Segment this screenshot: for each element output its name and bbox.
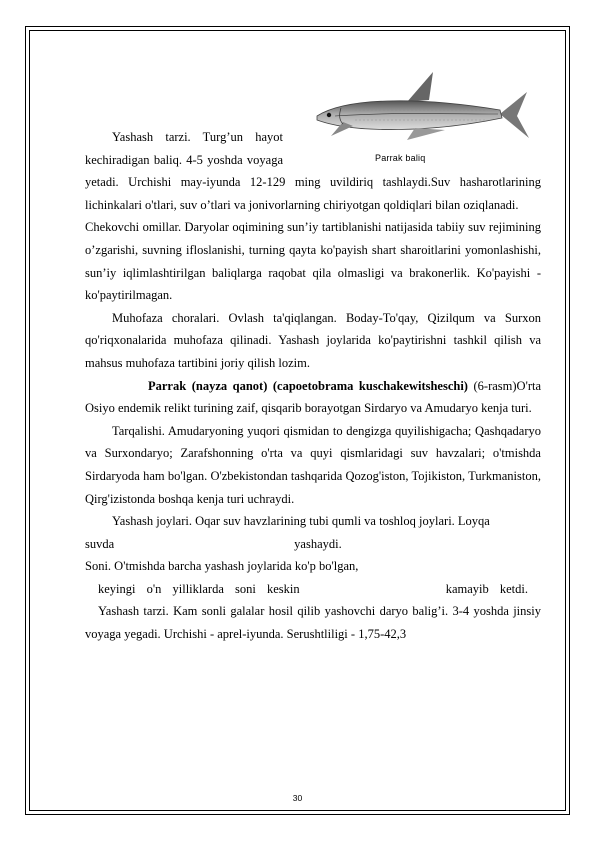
figure-caption: Parrak baliq: [375, 153, 426, 163]
paragraph-protection: Muhofaza choralari. Ovlash ta'qiqlangan. Boday-To'qay, Qizilqum va Surxon qo'riqxonalarida muhofaza qilinadi. Yashash joylarida ko'paytirishni tashkil qilish va mahsus muhofaza tartibini joriy qilish lozim.: [85, 310, 541, 370]
number-phrase-1: keyingi o'n yilliklarda soni keskin: [98, 581, 300, 596]
paragraph-number-cont: [85, 578, 541, 601]
number-phrase-2: kamayib ketdi.: [445, 581, 528, 596]
paragraph-distribution: Tarqalishi. Amudaryoning yuqori qismidan to dengizga quyilishigacha; Qashqadaryo va Surxondaryo; Zarafshonning o'rta va quyi qismlaridagi suv havzalari; o'tmishda Sirdaryoda ham bo'lgan. O'zbekistondan tashqarida Qozog'iston, Tojikiston, Turkmaniston, Qirg'izistonda boshqa kenja turi uchraydi.: [85, 423, 541, 506]
paragraph-lifestyle: Yashash tarzi. Turg’un hayot kechiradigan baliq. 4-5 yoshda voyaga yetadi. Urchishi may-iyunda 12-129 ming uvildiriq tashlaydi.Suv hasharotlarining lichinkalari o'tlari, suv o’tlari va jonivorlarning chiriyotgan qoldiqlari bilan oziqlanadi.: [85, 130, 541, 212]
paragraph-lifestyle-2: Yashash tarzi. Kam sonli galalar hosil qilib yashovchi daryo balig’i. 3-4 yoshda jinsiy voyaga yegadi. Urchishi - aprel-iyunda. Serushtliligi - 1,75-42,3: [85, 604, 541, 642]
fish-illustration-icon: [295, 70, 541, 148]
species-description: (6-rasm)O'rta Osiyo endemik relikt turining zaif, qisqarib borayotgan Sirdaryo va Amudaryo kenja turi.: [85, 378, 541, 416]
paragraph-species-intro: [85, 375, 541, 420]
page-number: 30: [292, 793, 303, 803]
paragraph-habitat-cont: [85, 533, 541, 556]
document-body: [85, 126, 541, 646]
species-name: Parrak (nayza qanot) (capoetobrama kuschakewitsheschi): [148, 378, 468, 393]
paragraph-limiting-factors: Chekovchi omillar. Daryolar oqimining sun’iy tartiblanishi natijasida tabiiy suv rejimining o’zgarishi, suvning ifloslanishi, turning qayta ko'payish shart sharoitlarini yomonlashishi, sun’iy iqlimlashtirilgan baliqlarga raqobat qila olmasligi va brakonerlik. Ko'payishi - ko'paytirilmagan.: [85, 220, 541, 303]
habitat-word-2: yashaydi.: [294, 536, 342, 551]
fish-figure: [295, 70, 541, 166]
paragraph-number: Soni. O'tmishda barcha yashash joylarida ko'p bo'lgan,: [85, 559, 359, 574]
habitat-word-1: suvda: [85, 536, 115, 551]
paragraph-habitat: Yashash joylari. Oqar suv havzlarining tubi qumli va toshloq joylari. Loyqa: [112, 514, 490, 529]
